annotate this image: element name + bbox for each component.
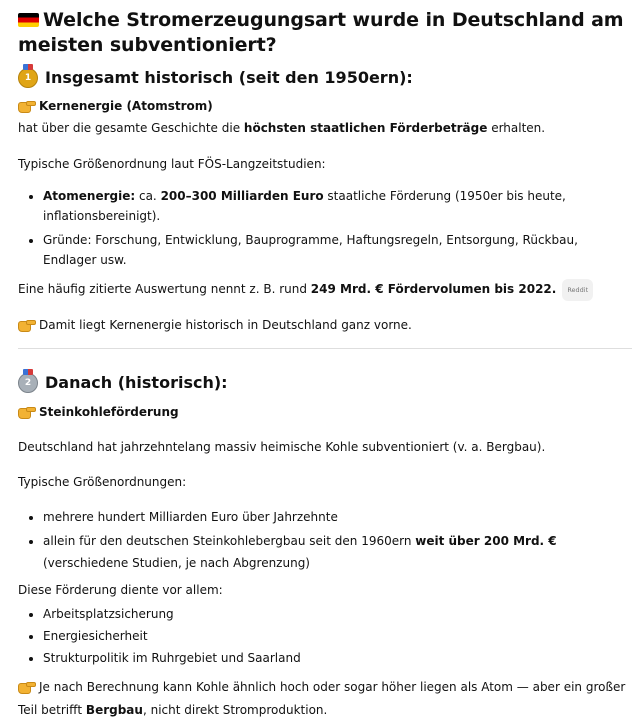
coal-bullet-list <box>18 507 634 574</box>
purpose-list <box>18 604 634 668</box>
pointing-hand-icon <box>18 99 33 111</box>
pointing-hand-icon <box>18 318 33 330</box>
paragraph-nuclear-conclusion: Damit liegt Kernenergie historisch in Deutschland ganz vorne. <box>18 315 634 335</box>
list-item: • allein für den deutschen Steinkohlebergbau seit den 1960ern weit über 200 Mrd. € (verschiedene Studien, je nach Abgrenzung) <box>43 530 634 574</box>
page-title: Welche Stromerzeugungsart wurde in Deutschland am meisten subventioniert? <box>18 9 624 56</box>
paragraph-coal-summary: Deutschland hat jahrzehntelang massiv heimische Kohle subventioniert (v. a. Bergbau). <box>18 440 546 454</box>
paragraph-served-purpose: Diese Förderung diente vor allem: <box>18 583 223 597</box>
pointing-hand-icon <box>18 405 33 417</box>
silver-medal-icon: 2 <box>18 373 38 393</box>
paragraph-nuclear-summary: hat über die gesamte Geschichte die höchsten staatlichen Förderbeträge erhalten. <box>18 121 546 135</box>
source-chip-reddit[interactable]: Reddit <box>562 279 593 301</box>
list-item: • Energiesicherheit <box>43 626 634 646</box>
list-item: • Strukturpolitik im Ruhrgebiet und Saarland <box>43 648 634 668</box>
paragraph-coal-conclusion: Je nach Berechnung kann Kohle ähnlich hoch oder sogar höher liegen als Atom — aber ein großer Teil betrifft Bergbau, nicht direkt Stromproduktion. <box>18 680 626 717</box>
paragraph-cited-evaluation: Eine häufig zitierte Auswertung nennt z. B. rund 249 Mrd. € Fördervolumen bis 2022. Reddit <box>18 279 634 301</box>
list-item: • Atomenergie: ca. 200–300 Milliarden Euro staatliche Förderung (1950er bis heute, inflationsbereinigt). <box>43 186 634 226</box>
pointing-hand-icon <box>18 680 33 692</box>
lead-coal: Steinkohleförderung <box>18 402 634 422</box>
list-item: • mehrere hundert Milliarden Euro über Jahrzehnte <box>43 507 634 527</box>
list-item: • Gründe: Forschung, Entwicklung, Bauprogramme, Haftungsregeln, Entsorgung, Rückbau, Endlager usw. <box>43 230 634 270</box>
paragraph-typical-size: Typische Größenordnung laut FÖS-Langzeitstudien: <box>18 157 326 171</box>
germany-flag-icon <box>18 13 39 27</box>
paragraph-typical-sizes: Typische Größenordnungen: <box>18 475 187 489</box>
section-divider <box>18 348 632 349</box>
section-heading-historical: 1 Insgesamt historisch (seit den 1950ern): <box>18 67 634 89</box>
section-heading-after: 2 Danach (historisch): <box>18 372 634 394</box>
lead-nuclear: Kernenergie (Atomstrom) <box>18 96 634 116</box>
gold-medal-icon: 1 <box>18 68 38 88</box>
nuclear-bullet-list <box>18 186 634 270</box>
list-item: • Arbeitsplatzsicherung <box>43 604 634 624</box>
